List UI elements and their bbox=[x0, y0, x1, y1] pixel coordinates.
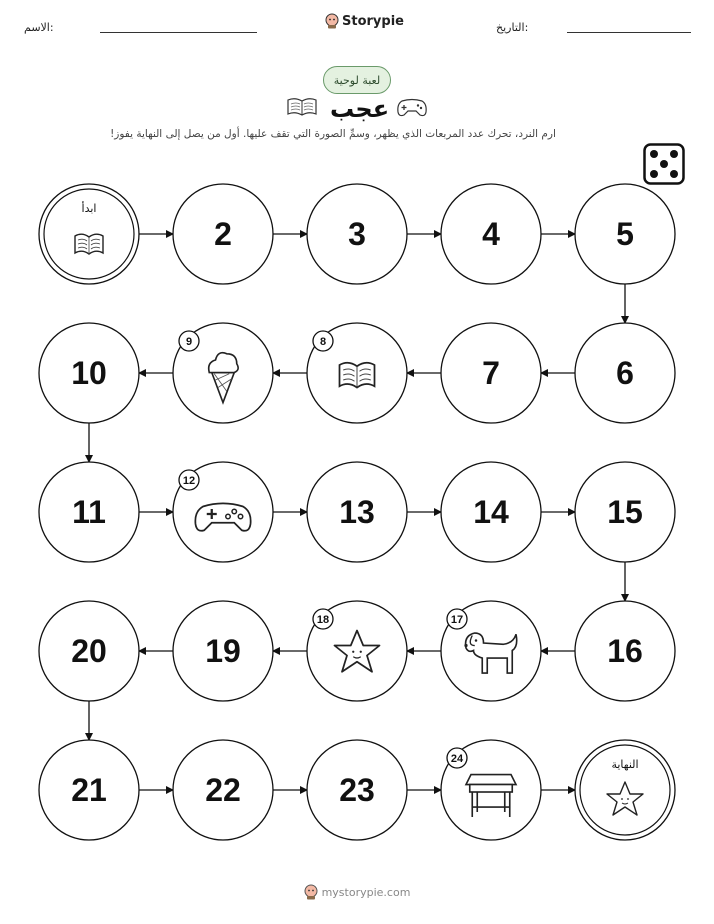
square-number: 22 bbox=[205, 772, 241, 808]
book-icon bbox=[75, 234, 103, 254]
board-square-12 bbox=[173, 462, 273, 562]
square-number: 23 bbox=[339, 772, 375, 808]
board-square-24 bbox=[441, 740, 541, 840]
board-square-17 bbox=[441, 601, 541, 701]
mascot-icon bbox=[304, 884, 318, 900]
book-icon bbox=[340, 363, 375, 388]
board-square-5 bbox=[575, 184, 675, 284]
square-number: 9 bbox=[185, 336, 193, 348]
square-number: 4 bbox=[482, 216, 500, 252]
square-number: 17 bbox=[450, 614, 464, 626]
board-square-18 bbox=[307, 601, 407, 701]
board-square-7 bbox=[441, 323, 541, 423]
square-number: 16 bbox=[607, 633, 643, 669]
board-square-10 bbox=[39, 323, 139, 423]
page-title: عجب bbox=[330, 95, 390, 123]
square-number: 15 bbox=[607, 494, 643, 530]
board-square-15 bbox=[575, 462, 675, 562]
date-label: التاريخ: bbox=[496, 21, 529, 34]
board-square-8 bbox=[307, 323, 407, 423]
square-number: 19 bbox=[205, 633, 241, 669]
board-square-14 bbox=[441, 462, 541, 562]
name-label: الاسم: bbox=[24, 21, 54, 34]
board-square-1 bbox=[39, 184, 139, 284]
start-label: ابدأ bbox=[81, 202, 97, 215]
board-square-25 bbox=[575, 740, 675, 840]
board-square-22 bbox=[173, 740, 273, 840]
board-square-6 bbox=[575, 323, 675, 423]
square-number: 14 bbox=[473, 494, 509, 530]
game-type-badge: لعبة لوحية bbox=[323, 66, 391, 94]
square-number: 20 bbox=[71, 633, 107, 669]
brand-name: Storypie bbox=[342, 13, 404, 29]
footer-url: mystorypie.com bbox=[321, 885, 411, 899]
square-number: 8 bbox=[319, 336, 327, 348]
square-number: 7 bbox=[482, 355, 500, 391]
board-square-2 bbox=[173, 184, 273, 284]
board-square-11 bbox=[39, 462, 139, 562]
board-square-21 bbox=[39, 740, 139, 840]
end-label: النهاية bbox=[611, 758, 639, 771]
board-square-4 bbox=[441, 184, 541, 284]
board-square-20 bbox=[39, 601, 139, 701]
square-number: 11 bbox=[72, 494, 106, 530]
square-number: 6 bbox=[616, 355, 634, 391]
square-number: 12 bbox=[182, 475, 196, 487]
square-number: 10 bbox=[71, 355, 107, 391]
board-square-3 bbox=[307, 184, 407, 284]
square-number: 2 bbox=[214, 216, 232, 252]
square-number: 24 bbox=[450, 753, 464, 765]
instructions: ارم النرد، تحرك عدد المربعات الذي يظهر، وسمِّ الصورة التي تقف عليها. أول من يصل إلى النهاية يفوز! bbox=[110, 128, 556, 140]
square-number: 3 bbox=[348, 216, 366, 252]
square-number: 18 bbox=[316, 614, 330, 626]
board-square-23 bbox=[307, 740, 407, 840]
square-number: 13 bbox=[339, 494, 375, 530]
square-number: 21 bbox=[71, 772, 107, 808]
board-square-16 bbox=[575, 601, 675, 701]
square-number: 5 bbox=[616, 216, 634, 252]
board-square-19 bbox=[173, 601, 273, 701]
board-square-13 bbox=[307, 462, 407, 562]
board-square-9 bbox=[173, 323, 273, 423]
footer bbox=[300, 884, 414, 900]
